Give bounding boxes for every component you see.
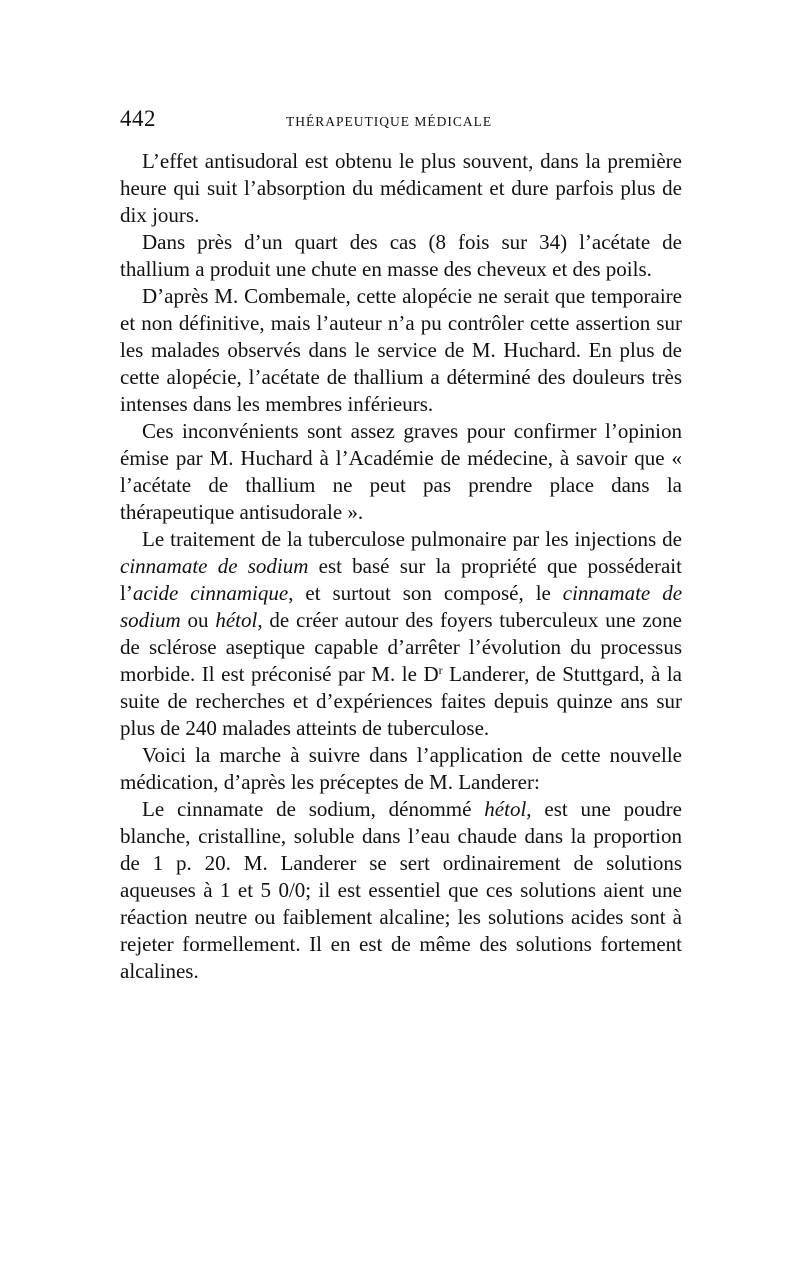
text-run: , est une poudre blanche, cristalline, soluble dans l’eau chaude dans la proportion de 1 p. 20. M. Landerer se sert ordinairement de solutions aqueuses à 1 et 5 0/0; il est essentiel que ces solutions aient une réaction neutre ou faiblement alcaline; les solutions acides sont à rejeter formellement. Il en est de même des solutions fortement alcalines. [120, 797, 682, 983]
text-run: , de créer autour des foyers tuberculeux une zone de sclérose aseptique capable d’arrêter l’évolution du processus morbide. Il est préconisé par M. le D [120, 608, 683, 686]
text-run: ou [180, 608, 216, 632]
paragraph: D’après M. Combemale, cette alopécie ne serait que temporaire et non définitive, mais l’auteur n’a pu contrôler cette assertion sur les malades observés dans le service de M. Huchard. En plus de cette alopécie, l’acétate de thallium a déterminé des douleurs très intenses dans les membres inférieurs. [120, 284, 682, 416]
text-run: Le traitement de la tuberculose pulmonaire par les injections de [142, 527, 682, 551]
text-run: est basé sur la propriété que posséderait l’ [120, 554, 682, 605]
running-title: THÉRAPEUTIQUE MÉDICALE [286, 114, 493, 129]
paragraph: L’effet antisudoral est obtenu le plus souvent, dans la première heure qui suit l’absorption du médicament et dure parfois plus de dix jours. [120, 149, 682, 227]
text-run: Landerer, de Stuttgard, à la suite de recherches et d’expériences faites depuis quinze ans sur plus de 240 malades atteints de tuberculose. [120, 662, 682, 740]
text-run: , et surtout son composé, le [288, 581, 563, 605]
italic-term: acide cinnamique [132, 581, 289, 605]
paragraph [120, 526, 682, 742]
paragraph: Dans près d’un quart des cas (8 fois sur 34) l’acétate de thallium a produit une chute en masse des cheveux et des poils. [120, 230, 682, 281]
paragraph: Voici la marche à suivre dans l’application de cette nouvelle médication, d’après les préceptes de M. Landerer: [120, 743, 682, 794]
superscript: r [438, 663, 443, 677]
italic-term: cinnamate de sodium [120, 554, 309, 578]
body-text [120, 148, 682, 985]
italic-term: hétol [484, 797, 527, 821]
italic-term: cinnamate de sodium [120, 581, 683, 632]
page-number: 442 [120, 106, 156, 131]
text-run: Le cinnamate de sodium, dénommé [142, 797, 485, 821]
paragraph [120, 796, 682, 985]
paragraph: Ces inconvénients sont assez graves pour confirmer l’opinion émise par M. Huchard à l’Académie de médecine, à savoir que « l’acétate de thallium ne peut pas prendre place dans la thérapeutique antisudorale ». [120, 419, 682, 524]
italic-term: hétol [215, 608, 258, 632]
page-header [120, 106, 682, 142]
